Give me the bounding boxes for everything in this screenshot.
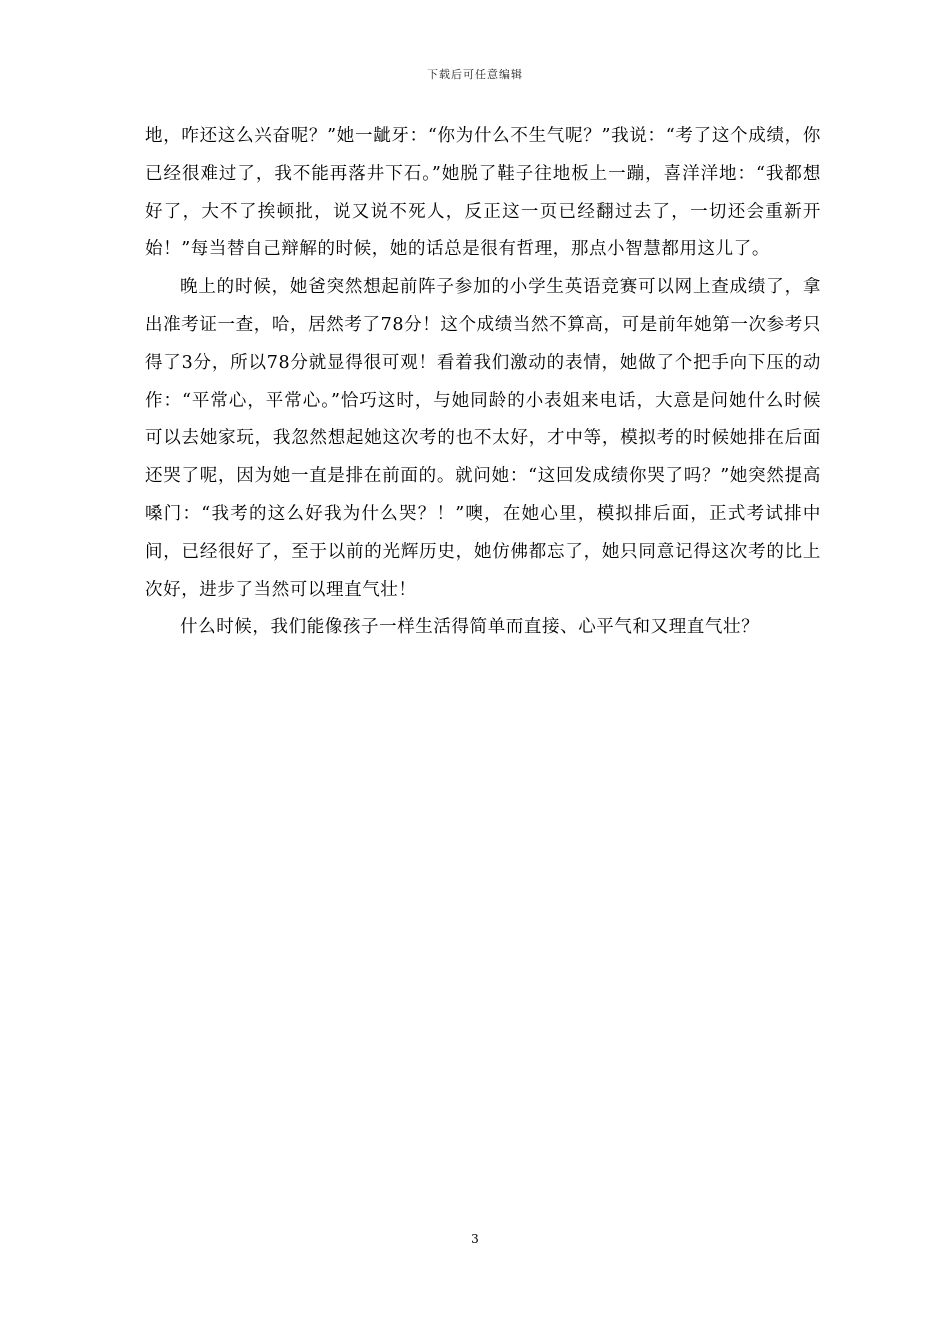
page-number: 3 xyxy=(471,1232,479,1246)
document-body xyxy=(145,118,821,647)
paragraph-closing-question: 什么时候，我们能像孩子一样生活得简单而直接、心平气和又理直气壮？ xyxy=(180,617,760,638)
paragraph-english-contest: 晚上的时候，她爸突然想起前阵子参加的小学生英语竞赛可以网上查成绩了，拿出准考证一查，哈，居然考了78分！这个成绩当然不算高，可是前年她第一次参考只得了3分，所以78分就显得很可观！看着我们激动的表情，她做了个把手向下压的动作：“平常心，平常心。”恰巧这时，与她同龄的小表姐来电话，大意是问她什么时候可以去她家玩，我忽然想起她这次考的也不太好，才中等，模拟考的时候她排在后面还哭了呢，因为她一直是排在前面的。就问她：“这回发成绩你哭了吗？”她突然提高嗓门：“我考的这么好我为什么哭？！”噢，在她心里，模拟排后面，正式考试排中间，已经很好了，至于以前的光辉历史，她仿佛都忘了，她只同意记得这次考的比上次好，进步了当然可以理直气壮！ xyxy=(145,277,821,600)
page-header: 下载后可任意编辑 xyxy=(427,68,523,81)
paragraph-continuation: 地，咋还这么兴奋呢？”她一龇牙：“你为什么不生气呢？”我说：“考了这个成绩，你已经很难过了，我不能再落井下石。”她脱了鞋子往地板上一蹦，喜洋洋地：“我都想好了，大不了挨顿批，说又说不死人，反正这一页已经翻过去了，一切还会重新开始！”每当替自己辩解的时候，她的话总是很有哲理，那点小智慧都用这儿了。 xyxy=(145,126,821,260)
